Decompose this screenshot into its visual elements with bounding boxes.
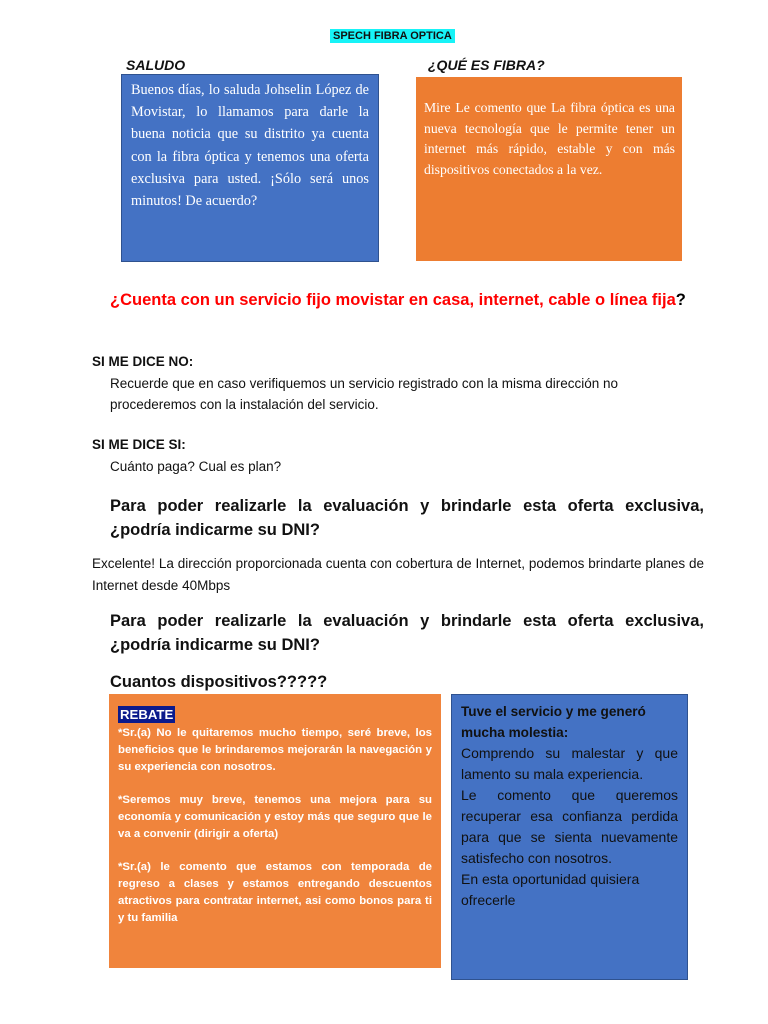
fibra-heading: ¿QUÉ ES FIBRA? (428, 57, 545, 73)
saludo-heading: SALUDO (126, 57, 186, 73)
molestia-heading: Tuve el servicio y me generó mucha molestia: (461, 704, 646, 740)
excelente-text: Excelente! La dirección proporcionada cuenta con cobertura de Internet, podemos brindarte planes de Internet desde 40Mbps (92, 556, 704, 593)
dispositivos-question: Cuantos dispositivos????? (110, 673, 328, 691)
fibra-box (416, 77, 682, 261)
si-no-text: Recuerde que en caso verifiquemos un servicio registrado con la misma dirección no procederemos con la instalación del servicio. (110, 376, 619, 412)
rebate-tag: REBATE (120, 707, 174, 722)
rebate-paragraph-2: *Seremos muy breve, tenemos una mejora para su economía y comunicación y estoy más que seguro que le va a convenir (dirigir a oferta) (118, 794, 432, 840)
main-question-text: ¿Cuenta con un servicio fijo movistar en casa, internet, cable o línea fija (110, 291, 676, 309)
rebate-paragraph-3: *Sr.(a) le comento que estamos con temporada de regreso a clases y estamos entregando descuentos atractivos para contratar internet, asi como bonos para ti y tu familia (118, 861, 432, 924)
si-si-label: SI ME DICE SI: (92, 437, 186, 452)
saludo-box (121, 74, 379, 262)
dni-request-1: Para poder realizarle la evaluación y brindarle esta oferta exclusiva, ¿podría indicarme su DNI? (110, 497, 704, 539)
molestia-paragraph-3: En esta oportunidad quisiera ofrecerle (461, 871, 640, 908)
document-title: SPECH FIBRA OPTICA (330, 29, 455, 43)
si-no-label: SI ME DICE NO: (92, 354, 194, 369)
rebate-box (109, 694, 441, 968)
rebate-paragraph-1: *Sr.(a) No le quitaremos mucho tiempo, seré breve, los beneficios que le brindaremos mejorarán la navegación y su experiencia con nosotros. (118, 727, 432, 773)
main-question-mark: ? (675, 291, 686, 309)
molestia-box (451, 694, 688, 980)
main-question (110, 289, 710, 312)
molestia-paragraph-2: Le comento que queremos recuperar esa confianza perdida para que se sienta nuevamente satisfecho con nosotros. (461, 787, 678, 866)
dni-request-2: Para poder realizarle la evaluación y brindarle esta oferta exclusiva, ¿podría indicarme su DNI? (110, 612, 704, 654)
molestia-paragraph-1: Comprendo su malestar y que lamento su mala experiencia. (461, 745, 678, 782)
si-si-text: Cuánto paga? Cual es plan? (110, 459, 282, 474)
saludo-text: Buenos días, lo saluda Johselin López de Movistar, lo llamamos para darle la buena noticia que su distrito ya cuenta con la fibra óptica y tenemos una oferta exclusiva para usted. ¡Sólo será unos minutos! De acuerdo? (131, 82, 369, 210)
fibra-text: Mire Le comento que La fibra óptica es una nueva tecnología que le permite tener un internet más rápido, estable y con más dispositivos conectados a la vez. (424, 100, 675, 177)
